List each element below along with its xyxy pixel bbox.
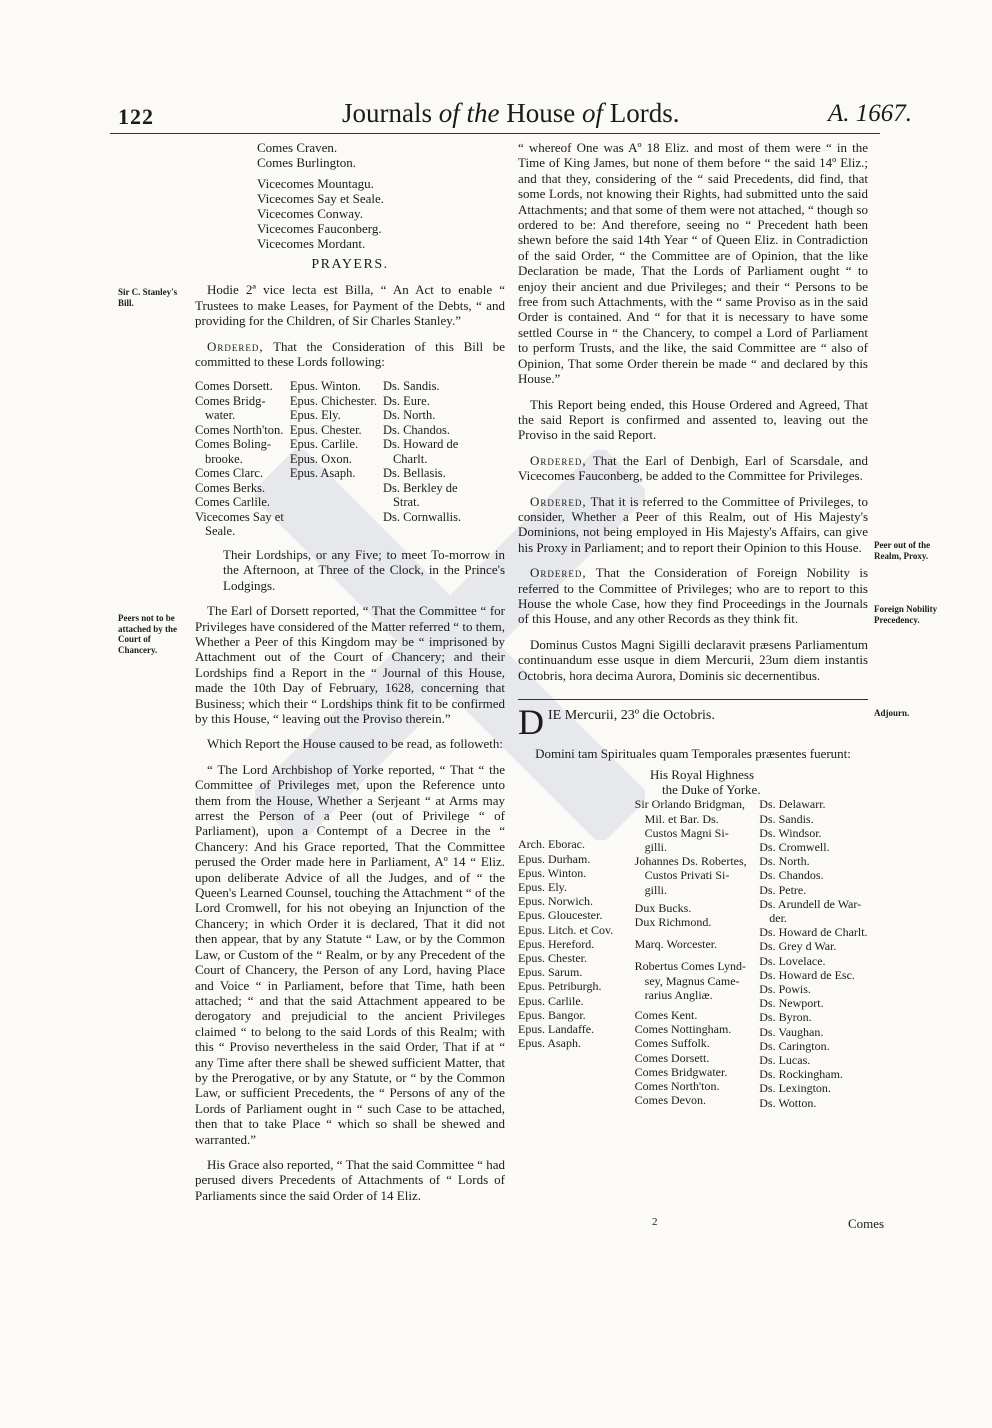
attendance-list	[518, 797, 868, 1109]
report-continuation: “ whereof One was Aº 18 Eliz. and most of them were “ in the Time of King James, but none of them before “ the said 14º Eliz.; and that they, considering of the “ said Precedents, did find, that some Lords, not knowing their Rights, had submitted unto the said Attachments; and that some of them were not attached, “ though so ordered to be: And therefore, seeing no “ Precedent hath been shewn before the said 14th Year “ of Queen Eliz. in Contradiction of the said Order, “ the Committee are of Opinion, that the like Declaration be made, That the Lords of Parliament ought “ to enjoy their ancient and due Privileges; and their “ Persons to be free from such Attachments, with the “ same Proviso as in the said Order is contained. And “ for that it is necessary to have some settled Course in “ the Chancery, to compel a Lord of Parliament to perform Trusts, and the like, the said Committee are “ also of Opinion, That some Order therein be made “ and declared by this House.”	[518, 140, 868, 387]
foreign-order: Ordered, That the Consideration of Foreign Nobility is referred to the Committee of Privileges; who are to report to this House the whole Case, how they find Proceedings in the Journals of this House, and any other Records as they think fit.	[518, 565, 869, 627]
yorke-report: “ The Lord Archbishop of Yorke reported, “ That “ the Committee of Privileges met, upon the Reference unto them from the House, Whether a Serjeant “ at Arms may arrest the Person of a Peer (out of Privilege “ of Parliament), upon a Contempt of a Decree in the “ Chancery: And his Grace reported, That the Committee perused the Order made here in Parliament, Aº 14 “ Eliz. upon deliberate Advice of all the Judges, and of “ the Queen's Learned Counsel, touching the Attachment “ of the Lord Cromwell, for his not obeying an Injunction of the Chancery; in which Order it is declared, That it did not then appear, that by any Statute “ Law, or by the Common Law, or Custom of the “ Realm, or by any Precedent of the Court of Chancery, the Person of any Lord, having Place and Voice “ in Parliament, before that Time, hath been attached; “ and that the said Attachment appeared to be derogatory and prejudicial to the ancient Privileges claimed “ to belong to the said Lords of this Realm; with this “ Proviso nevertheless in the said Order, That if at “ any Time after there shall be shewed sufficient Matter, that by the Prerogative, or by any Statute, or “ by the Common Law, or sufficient Precedents, the “ Persons of any of the Lords of Parliament ought in “ such Case to be attached, then that to take Place “ which so shall be shewed and warranted.”	[195, 761, 505, 1147]
committee-col-epus: Epus. Winton. Epus. Chichester. Epus. Ely. Epus. Chester. Epus. Carlile. Epus. Oxon. Epus. Asaph.	[289, 379, 377, 481]
royal-highness: His Royal Highness the Duke of Yorke.	[650, 767, 761, 798]
ordered-paragraph: Ordered, That the Consideration of this Bill be committed to these Lords following:	[195, 338, 506, 370]
die-heading: DIE Mercurii, 23º die Octobris.	[518, 702, 715, 742]
margin-note-foreign: Foreign Nobility Precedency.	[874, 604, 938, 625]
adjourn-paragraph: Dominus Custos Magni Sigilli declaravit præsens Parliamentum continuandum esse usque in diem Mercurii, 23um diem instantis Octobris, hora decima Aurora, Dominis sic decernentibus.	[518, 636, 868, 683]
margin-note-stanley: Sir C. Stanley's Bill.	[118, 287, 178, 308]
bill-paragraph: Hodie 2ª vice lecta est Billa, “ An Act to enable “ Trustees to make Leases, for Payment of the Debts, “ and providing for the Children, of Sir Charles Stanley.”	[195, 282, 505, 329]
denbigh-order: Ordered, That the Earl of Denbigh, Earl of Scarsdale, and Vicecomes Fauconberg, be added to the Committee for Privileges.	[518, 452, 868, 484]
sessions-line: Domini tam Spirituales quam Temporales præsentes fuerunt:	[535, 746, 851, 761]
proxy-order: Ordered, That it is referred to the Committee of Privileges, to consider, Whether a Peer of this Realm, out of His Majesty's Dominions, not being employed in His Majesty's Affairs, can give his Proxy in Parliament; and to report their Opinion to this House.	[518, 493, 869, 555]
margin-note-peers: Peers not to be attached by the Court of Chancery.	[118, 613, 177, 655]
committee-col-comes: Comes Dorsett. Comes Bridg- water. Comes North'ton. Comes Boling- brooke. Comes Clarc. Comes Berks. Comes Carlile. Vicecomes Say et Seale.	[195, 379, 284, 539]
running-title: Journals of the House of Lords.	[342, 98, 680, 128]
attendance-col-officers: Sir Orlando Bridgman, Mil. et Bar. Ds. Custos Magni Si- gilli. Johannes Ds. Robertes, Custos Privati Si- gilli. Dux Bucks. Dux Richmond. Marq. Worcester. Robertus Comes Lynd- sey, Magnus Came- rarius Angliæ. Comes Kent. Comes Nottingham. Comes Suffolk. Comes Dorsett. Comes Bridgwater. Comes North'ton. Comes Devon.	[634, 797, 747, 1108]
which-report: Which Report the House caused to be read, as followeth:	[207, 736, 504, 752]
committee-table	[195, 379, 467, 539]
attendance-col-barons: Ds. Delawarr. Ds. Sandis. Ds. Windsor. Ds. Cromwell. Ds. North. Ds. Chandos. Ds. Petre. Ds. Arundell de War- der. Ds. Howard de Charlt. Ds. Grey d War. Ds. Lovelace. Ds. Howard de Esc. Ds. Powis. Ds. Newport. Ds. Byron. Ds. Vaughan. Ds. Carington. Ds. Lucas. Ds. Rockingham. Ds. Lexington. Ds. Wotton.	[759, 797, 868, 1110]
margin-note-adjourn: Adjourn.	[874, 708, 910, 718]
meet-paragraph: Their Lordships, or any Five; to meet To-morrow in the Afternoon, at Three of the Clock, in the Prince's Lodgings.	[223, 546, 505, 593]
header-rule	[110, 133, 880, 134]
catchword: Comes	[848, 1216, 885, 1231]
prayers-heading: PRAYERS.	[311, 257, 389, 272]
page-number: 122	[118, 104, 154, 129]
grace-report: His Grace also reported, “ That the said Committee “ had perused divers Precedents of Attachments of “ Lords of Parliaments since the said Order of 14 Eliz.	[195, 1156, 505, 1203]
margin-note-proxy: Peer out of the Realm, Proxy.	[874, 540, 931, 561]
running-year: A. 1667.	[828, 100, 913, 127]
names-top: Comes Craven. Comes Burlington. Vicecomes Mountagu. Vicecomes Say et Seale. Vicecomes Conway. Vicecomes Fauconberg. Vicecomes Mordant.	[257, 140, 385, 251]
attendance-col-spiritual: Arch. Eborac. Epus. Durham. Epus. Winton. Epus. Ely. Epus. Norwich. Epus. Gloucester. Epus. Litch. et Cov. Epus. Hereford. Epus. Chester. Epus. Sarum. Epus. Petriburgh. Epus. Carlile. Epus. Bangor. Epus. Landaffe. Epus. Asaph.	[518, 837, 614, 1051]
left-column	[195, 140, 505, 1213]
signature-mark: 2	[652, 1216, 658, 1228]
dorsett-report: The Earl of Dorsett reported, “ That the Committee “ for Privileges have considered of the Matter referred “ to them, Whether a Peer of this Kingdom may be “ imprisoned by Attachment out of the Court of Chancery; and their Lordships find a Report in the “ Journal of this House, made the 10th Day of February, 1628, concerning that Business; which their “ Lordships think fit to be confirmed by this House, “ leaving out the Proviso therein.”	[195, 603, 505, 726]
report-ended: This Report being ended, this House Ordered and Agreed, That the said Report is confirmed and assented to, leaving out the Proviso in the said Report.	[518, 396, 868, 443]
committee-col-ds: Ds. Sandis. Ds. Eure. Ds. North. Ds. Chandos. Ds. Howard de Charlt. Ds. Bellasis. Ds. Berkley de Strat. Ds. Cornwallis.	[382, 379, 462, 524]
right-column	[518, 140, 868, 1110]
section-rule	[518, 699, 868, 700]
